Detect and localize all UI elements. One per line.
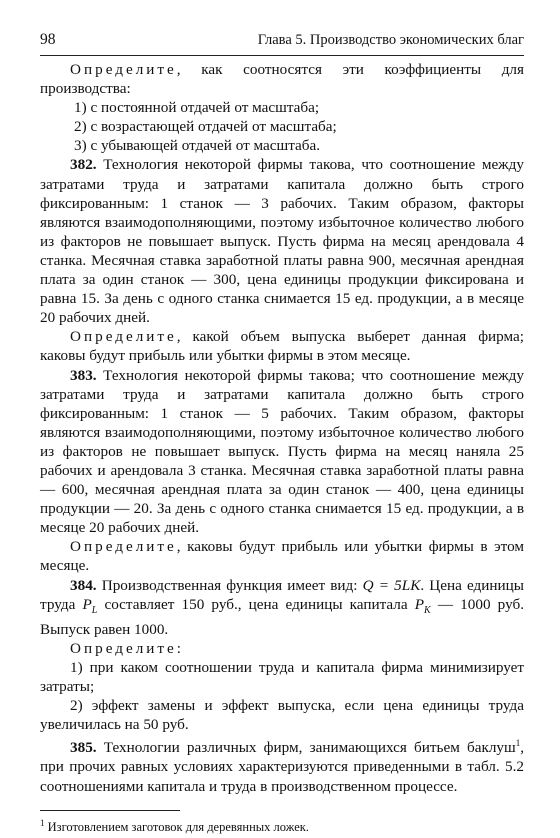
- problem-number: 383.: [70, 366, 97, 384]
- problem-text: — 1000 руб. Выпуск равен 1000.: [40, 595, 524, 638]
- problem-number: 382.: [70, 156, 97, 174]
- capital-price-sub: K: [424, 604, 431, 616]
- production-formula: Q = 5LK: [362, 576, 421, 594]
- problem-384-opredelite: [40, 639, 524, 658]
- intro-item-2: 2) с возрастающей отдачей от масштаба;: [74, 118, 337, 136]
- problem-text: Технологии различных фирм, занимающихся битьем баклуш: [96, 739, 516, 757]
- capital-price-var: P: [414, 595, 425, 613]
- opredelite-word: Определите: [70, 61, 177, 78]
- problem-text: . Цена единицы труда: [40, 576, 524, 613]
- problem-382: [40, 155, 524, 327]
- intro-text: , как соотносятся эти коэффициенты для производства:: [40, 61, 524, 98]
- problem-384-item-1: 1) при каком соотношении труда и капитала фирма минимизирует затраты;: [40, 658, 524, 696]
- book-page: [40, 30, 524, 835]
- running-header: [40, 30, 524, 50]
- problem-text: Технология некоторой фирмы такова; что соотношение между затратами труда и затратами капитала должно быть строго фиксированным: 1 станок — 5 рабочих. Таким образом, факторы являются взаимодополняющими, поэтому избыточное количество любого из факторов не повышает выпуск. Пусть фирма на месяц наняла 25 рабочих и арендовала 3 станка. Месячная ставка заработной платы равна — 600, месячная арендная плата за один станок — 400, цена единицы продукции — 20. За день с одного станка снимается 15 ед. продукции, а в месяце 20 рабочих дней.: [40, 366, 524, 537]
- opredelite-word: Определите: [70, 328, 177, 346]
- header-rule: [40, 55, 524, 56]
- problem-382-question: [40, 327, 524, 365]
- footnote: [40, 815, 524, 835]
- problem-383: [40, 366, 524, 538]
- problem-text: , при прочих равных условиях характеризуются приведенными в табл. 5.2 соотношениями капитала и труда в производственном процессе.: [40, 739, 524, 795]
- problem-384: [40, 576, 524, 639]
- problem-number: 385.: [70, 739, 97, 757]
- problem-385: [40, 734, 524, 795]
- opredelite-word: Определите: [70, 538, 177, 556]
- problem-text: Производственная функция имеет вид:: [96, 576, 363, 594]
- footnote-mark: 1: [515, 738, 521, 749]
- problem-383-question: [40, 537, 524, 575]
- question-text: , каковы будут прибыль или убытки фирмы в этом месяце.: [40, 538, 524, 575]
- labor-price-var: P: [82, 595, 92, 613]
- problem-384-item-2: 2) эффект замены и эффект выпуска, если цена единицы труда увеличилась на 50 руб.: [40, 697, 524, 734]
- problem-number: 384.: [70, 576, 97, 594]
- body-text: [40, 60, 524, 796]
- intro-paragraph: [40, 60, 524, 98]
- opredelite-word: Определите:: [70, 639, 185, 657]
- footnote-text: Изготовлением заготовок для деревянных ложек.: [44, 819, 309, 834]
- intro-item-3: 3) с убывающей отдачей от масштаба.: [74, 137, 321, 155]
- intro-item-1: 1) с постоянной отдачей от масштаба;: [74, 99, 320, 117]
- problem-text: Технология некоторой фирмы такова, что соотношение между затратами труда и затратами капитала должно быть строго фиксированным: 1 станок — 3 рабочих. Таким образом, факторы являются взаимодополняющими, поэтому избыточное количество любого из факторов не повышает выпуск. Пусть фирма на месяц арендовала 4 станка. Месячная ставка заработной платы равна 900, месячная арендная плата за один станок — 300, цена единицы продукции фиксирована и равна 15. За день с одного станка снимается 15 ед. продукции, а в месяце 20 рабочих дней.: [40, 156, 524, 327]
- chapter-title: Глава 5. Производство экономических благ: [257, 32, 524, 48]
- problem-text: составляет 150 руб., цена единицы капитала: [97, 595, 415, 613]
- footnote-mark: 1: [40, 817, 45, 828]
- page-number: 98: [40, 31, 56, 48]
- question-text: , какой объем выпуска выберет данная фирма; каковы будут прибыль или убытки фирмы в этом месяце.: [40, 328, 524, 365]
- footnote-rule: [40, 810, 180, 811]
- labor-price-sub: L: [91, 604, 98, 616]
